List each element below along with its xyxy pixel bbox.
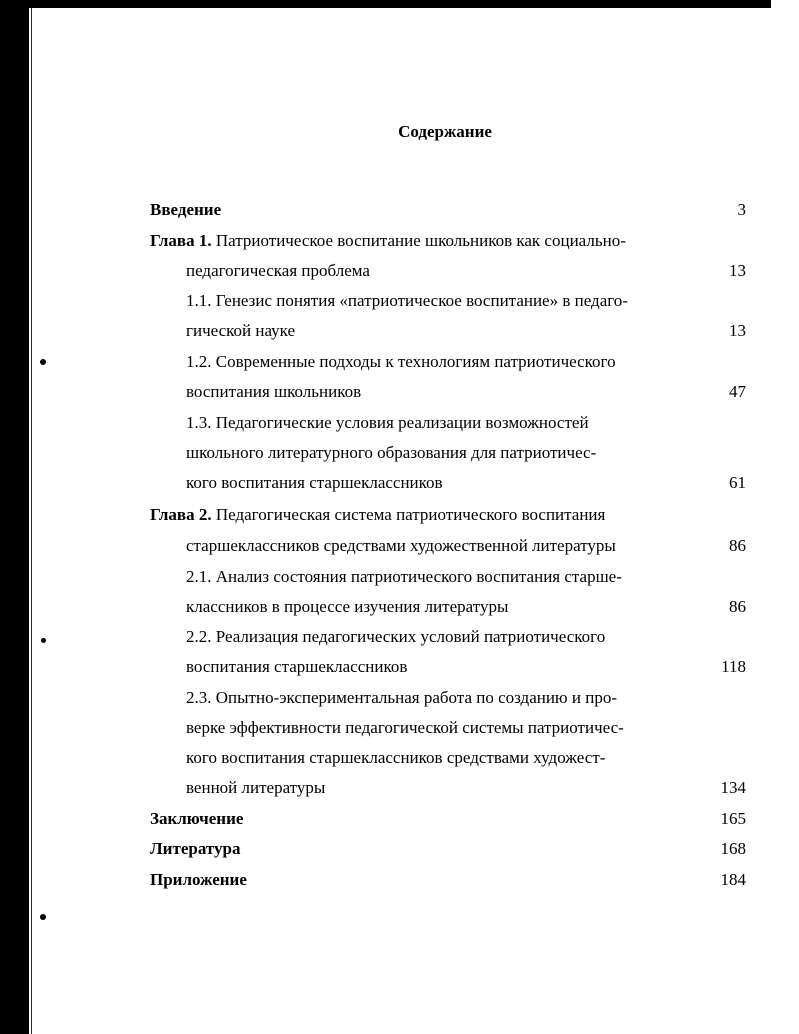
chapter-label: Глава 1. bbox=[150, 231, 212, 250]
toc-page-number: 61 bbox=[729, 473, 746, 492]
scan-edge-line bbox=[31, 0, 32, 1034]
toc-entry-chapter-2 bbox=[150, 504, 605, 526]
toc-entry-section-1-3: 1.3. Педагогические условия реализации возможностей bbox=[186, 413, 589, 432]
toc-page-number: 168 bbox=[720, 839, 746, 858]
binding-hole-mark bbox=[41, 638, 46, 643]
toc-entry-conclusion: Заключение bbox=[150, 809, 244, 828]
toc-page-number: 134 bbox=[720, 778, 746, 797]
scan-edge-left bbox=[0, 0, 29, 1034]
toc-entry-section-2-3: 2.3. Опытно-экспериментальная работа по созданию и про- bbox=[186, 688, 617, 707]
toc-page-number: 118 bbox=[721, 657, 746, 676]
toc-page-number: 13 bbox=[729, 261, 746, 280]
toc-entry-chapter-1-cont: педагогическая проблема bbox=[186, 261, 370, 280]
toc-page-number: 86 bbox=[729, 536, 746, 555]
toc-entry-section-1-1-cont: гической науке bbox=[186, 321, 296, 340]
toc-page-number: 47 bbox=[729, 382, 746, 401]
chapter-title: Педагогическая система патриотического воспитания bbox=[211, 505, 606, 524]
toc-page-number: 184 bbox=[720, 870, 746, 889]
toc-entry-section-1-3-cont: кого воспитания старшеклассников bbox=[186, 473, 443, 492]
toc-entry-section-2-2: 2.2. Реализация педагогических условий патриотического bbox=[186, 627, 606, 646]
page-title: Содержание bbox=[398, 122, 492, 141]
scan-edge-top bbox=[0, 0, 771, 8]
toc-entry-section-1-1: 1.1. Генезис понятия «патриотическое воспитание» в педаго- bbox=[186, 291, 628, 310]
toc-entry-section-2-3-cont: венной литературы bbox=[186, 778, 326, 797]
toc-entry-section-2-1-cont: классников в процессе изучения литературы bbox=[186, 597, 509, 616]
toc-entry-appendix: Приложение bbox=[150, 870, 247, 889]
toc-page-number: 13 bbox=[729, 321, 746, 340]
chapter-label: Глава 2. bbox=[150, 505, 212, 524]
toc-entry-literature: Литература bbox=[150, 839, 241, 858]
toc-page-number: 3 bbox=[737, 200, 746, 219]
toc-entry-section-2-2-cont: воспитания старшеклассников bbox=[186, 657, 408, 676]
toc-entry-chapter-2-cont: старшеклассников средствами художественной литературы bbox=[186, 536, 616, 555]
toc-entry-section-1-3-cont: школьного литературного образования для патриотичес- bbox=[186, 443, 597, 462]
toc-entry-chapter-1 bbox=[150, 230, 626, 252]
toc-page-number: 86 bbox=[729, 597, 746, 616]
toc-entry-section-2-1: 2.1. Анализ состояния патриотического воспитания старше- bbox=[186, 567, 622, 586]
toc-entry-section-1-2: 1.2. Современные подходы к технологиям патриотического bbox=[186, 352, 616, 371]
toc-entry-section-2-3-cont: верке эффективности педагогической системы патриотичес- bbox=[186, 718, 624, 737]
toc-page-number: 165 bbox=[720, 809, 746, 828]
toc-entry-intro: Введение bbox=[150, 200, 222, 219]
binding-hole-mark bbox=[40, 359, 46, 365]
binding-hole-mark bbox=[40, 914, 46, 920]
toc-entry-section-2-3-cont: кого воспитания старшеклассников средствами художест- bbox=[186, 748, 606, 767]
toc-entry-section-1-2-cont: воспитания школьников bbox=[186, 382, 362, 401]
chapter-title: Патриотическое воспитание школьников как социально- bbox=[211, 231, 626, 250]
